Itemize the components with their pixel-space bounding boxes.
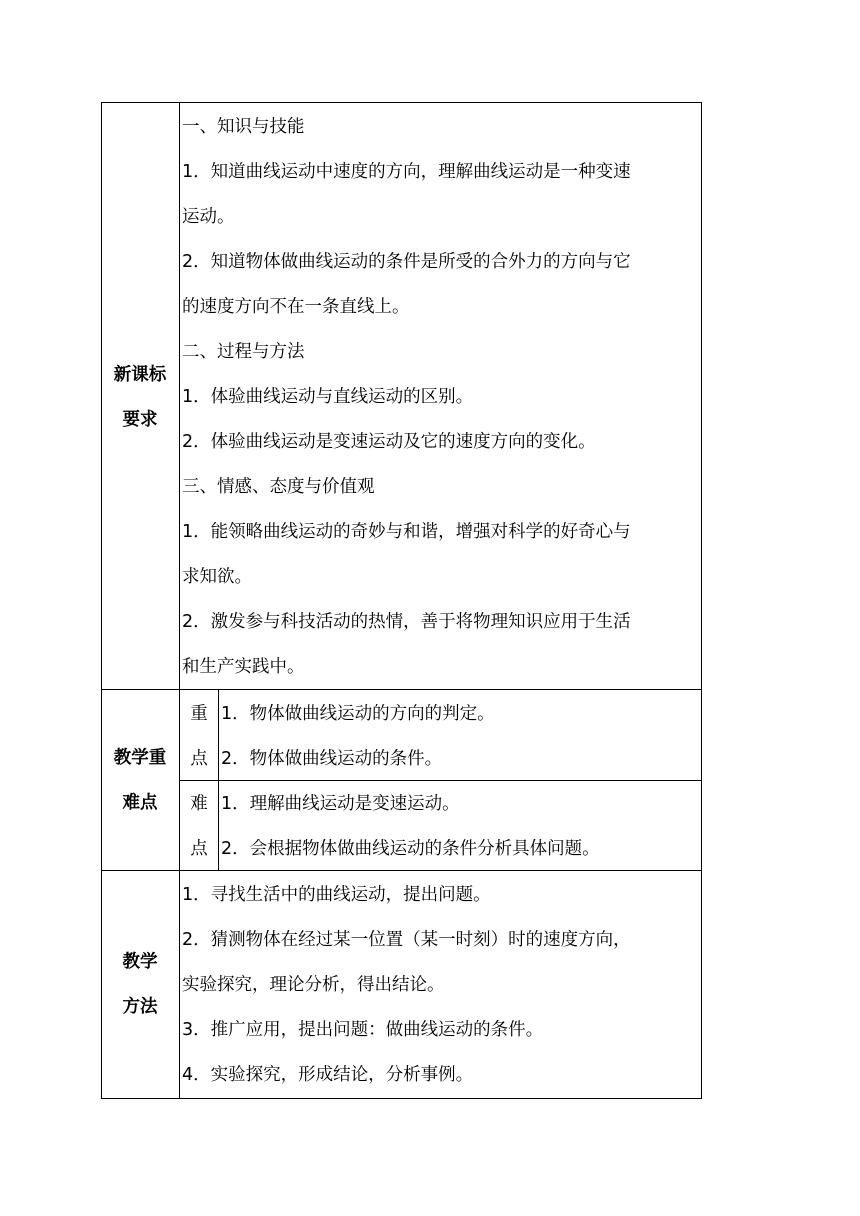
methods-line: 4．实验探究，形成结论，分析事例。 (182, 1065, 474, 1085)
requirements-line: 和生产实践中。 (182, 657, 305, 677)
requirements-line: 运动。 (182, 207, 235, 227)
requirements-line: 三、情感、态度与价值观 (182, 477, 375, 497)
focus-label-1: 重 (190, 704, 208, 724)
requirements-line: 2．知道物体做曲线运动的条件是所受的合外力的方向与它 (182, 252, 631, 272)
requirements-line: 二、过程与方法 (182, 342, 305, 362)
row-divider-focus (179, 780, 702, 781)
methods-label-line1: 教学 (122, 952, 158, 972)
key-points-label-line1: 教学重 (113, 748, 167, 768)
methods-label-line2: 方法 (122, 997, 158, 1017)
focus-item: 1．物体做曲线运动的方向的判定。 (221, 704, 495, 724)
focus-item: 2．物体做曲线运动的条件。 (221, 749, 443, 769)
difficulty-item: 1．理解曲线运动是变速运动。 (221, 794, 460, 814)
row-divider-1 (101, 689, 702, 690)
focus-label-2: 点 (190, 749, 208, 769)
methods-line: 实验探究，理论分析，得出结论。 (182, 975, 445, 995)
difficulty-label-1: 难 (190, 794, 208, 814)
methods-line: 1．寻找生活中的曲线运动，提出问题。 (182, 885, 491, 905)
requirements-line: 一、知识与技能 (182, 117, 305, 137)
requirements-line: 1．知道曲线运动中速度的方向，理解曲线运动是一种变速 (182, 162, 631, 182)
methods-line: 2．猜测物体在经过某一位置（某一时刻）时的速度方向， (182, 930, 631, 950)
requirements-label-line1: 新课标 (113, 365, 167, 385)
requirements-line: 2．体验曲线运动是变速运动及它的速度方向的变化。 (182, 432, 596, 452)
sub-label-divider (218, 689, 219, 870)
requirements-line: 1．体验曲线运动与直线运动的区别。 (182, 387, 474, 407)
methods-line: 3．推广应用，提出问题：做曲线运动的条件。 (182, 1020, 544, 1040)
requirements-label-line2: 要求 (122, 410, 158, 430)
label-column-divider (179, 102, 180, 1099)
requirements-line: 求知欲。 (182, 567, 252, 587)
requirements-line: 1．能领略曲线运动的奇妙与和谐，增强对科学的好奇心与 (182, 522, 631, 542)
requirements-line: 2．激发参与科技活动的热情，善于将物理知识应用于生活 (182, 612, 631, 632)
key-points-label-line2: 难点 (122, 793, 158, 813)
row-divider-2 (101, 870, 702, 871)
difficulty-item: 2．会根据物体做曲线运动的条件分析具体问题。 (221, 839, 600, 859)
difficulty-label-2: 点 (190, 839, 208, 859)
requirements-line: 的速度方向不在一条直线上。 (182, 297, 410, 317)
